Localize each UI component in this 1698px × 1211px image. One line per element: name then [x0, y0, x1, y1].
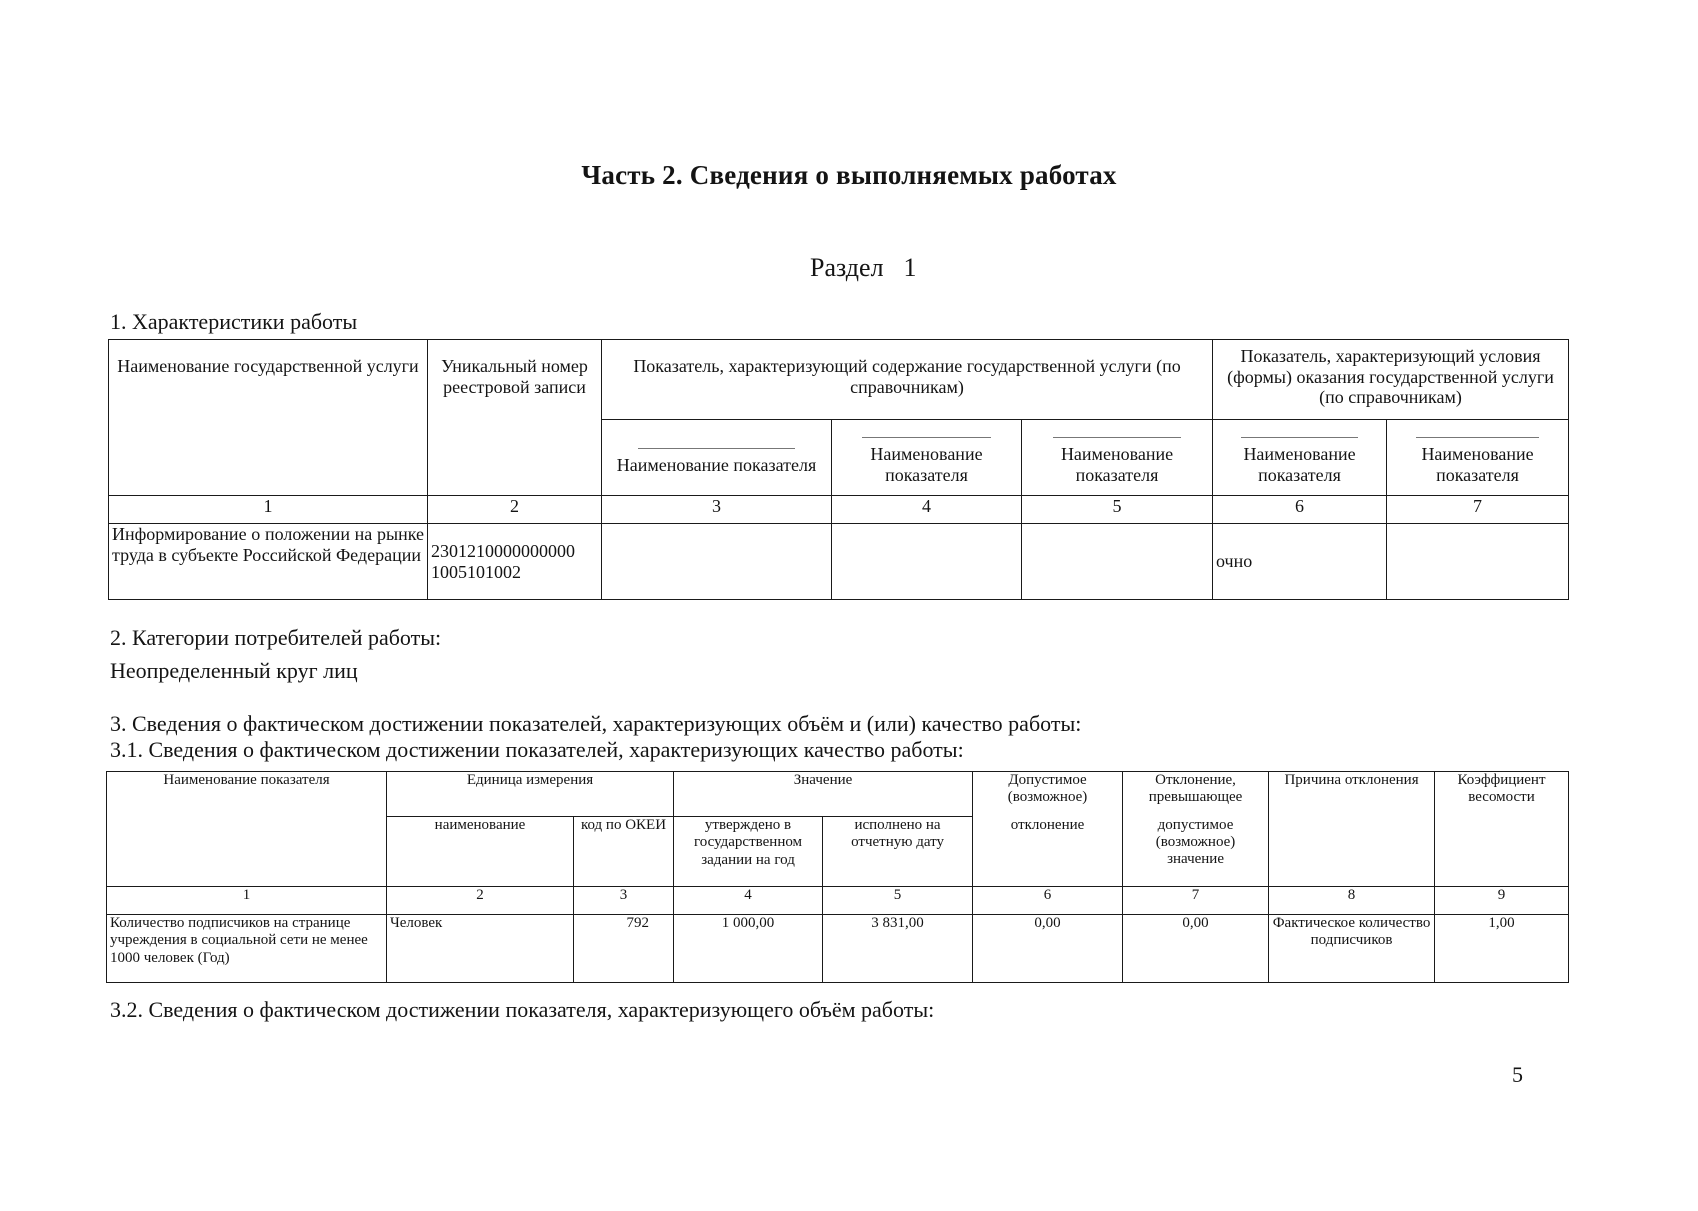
work-characteristics-table [108, 339, 1569, 600]
column-number: 5 [823, 887, 973, 915]
header-indicator-name-7: Наименование показателя [1387, 420, 1569, 496]
header-indicator-name-3: Наименование показателя [602, 420, 832, 496]
consumer-category-value: Неопределенный круг лиц [110, 658, 358, 683]
page-number: 5 [1512, 1062, 1523, 1087]
reason-cell: Фактическое количество подписчиков [1269, 915, 1435, 983]
header-deviation-bottom: допустимое (возможное) значение [1123, 817, 1269, 887]
section-number: 1 [903, 253, 917, 282]
column-number: 4 [674, 887, 823, 915]
empty-cell [1387, 524, 1569, 600]
column-number: 1 [107, 887, 387, 915]
allowed-cell: 0,00 [973, 915, 1123, 983]
empty-cell [1022, 524, 1213, 600]
column-number: 7 [1387, 496, 1569, 524]
column-number: 3 [602, 496, 832, 524]
quality-indicators-table [106, 771, 1569, 983]
empty-cell [832, 524, 1022, 600]
heading-consumer-categories: 2. Категории потребителей работы: [110, 625, 442, 650]
column-number: 9 [1435, 887, 1569, 915]
unit-cell: Человек [387, 915, 574, 983]
column-number: 5 [1022, 496, 1213, 524]
indicator-cell: Количество подписчиков на странице учреждения в социальной сети не менее 1000 человек (Год) [107, 915, 387, 983]
column-number: 2 [387, 887, 574, 915]
executed-cell: 3 831,00 [823, 915, 973, 983]
empty-cell [602, 524, 832, 600]
header-service-name: Наименование государственной услуги [109, 340, 428, 496]
header-indicator-name-4: Наименование показателя [832, 420, 1022, 496]
header-allowed-bottom: отклонение [973, 817, 1123, 887]
heading-work-characteristics: 1. Характеристики работы [110, 309, 358, 334]
column-number: 1 [109, 496, 428, 524]
header-okei: код по ОКЕИ [574, 817, 674, 887]
header-approved: утверждено в государственном задании на год [674, 817, 823, 887]
approved-cell: 1 000,00 [674, 915, 823, 983]
header-weight: Коэффициент весомости [1435, 772, 1569, 887]
header-value: Значение [674, 772, 973, 817]
column-number: 6 [1213, 496, 1387, 524]
header-indicator-name-6: Наименование показателя [1213, 420, 1387, 496]
column-number: 2 [428, 496, 602, 524]
column-number: 6 [973, 887, 1123, 915]
weight-cell: 1,00 [1435, 915, 1569, 983]
heading-indicators: 3. Сведения о фактическом достижении показателей, характеризующих объём и (или) качество работы: [110, 711, 1082, 736]
registry-number-cell: 2301210000000000 1005101002 [428, 524, 602, 600]
header-indicator-name: Наименование показателя [107, 772, 387, 887]
column-number: 4 [832, 496, 1022, 524]
header-unit: Единица измерения [387, 772, 674, 817]
header-indicator-name-5: Наименование показателя [1022, 420, 1213, 496]
deviation-cell: 0,00 [1123, 915, 1269, 983]
service-form-cell: очно [1213, 524, 1387, 600]
header-registry-number: Уникальный номер реестровой записи [428, 340, 602, 496]
okei-cell: 792 [574, 915, 674, 983]
page-title: Часть 2. Сведения о выполняемых работах [581, 160, 1117, 190]
column-number: 3 [574, 887, 674, 915]
header-executed: исполнено на отчетную дату [823, 817, 973, 887]
header-allowed-top: Допустимое (возможное) [973, 772, 1123, 817]
heading-quality-indicators: 3.1. Сведения о фактическом достижении показателей, характеризующих качество работы: [110, 737, 964, 762]
heading-volume-indicator: 3.2. Сведения о фактическом достижении показателя, характеризующего объём работы: [110, 997, 935, 1022]
header-unit-name: наименование [387, 817, 574, 887]
service-name-cell: Информирование о положении на рынке труда в субъекте Российской Федерации [109, 524, 428, 600]
header-content-indicator: Показатель, характеризующий содержание государственной услуги (по справочникам) [602, 340, 1213, 420]
column-number: 8 [1269, 887, 1435, 915]
column-number: 7 [1123, 887, 1269, 915]
header-deviation-top: Отклонение, превышающее [1123, 772, 1269, 817]
header-reason: Причина отклонения [1269, 772, 1435, 887]
section-label: Раздел 1 [810, 253, 917, 282]
header-conditions-indicator: Показатель, характеризующий условия (формы) оказания государственной услуги (по справочникам) [1213, 340, 1569, 420]
